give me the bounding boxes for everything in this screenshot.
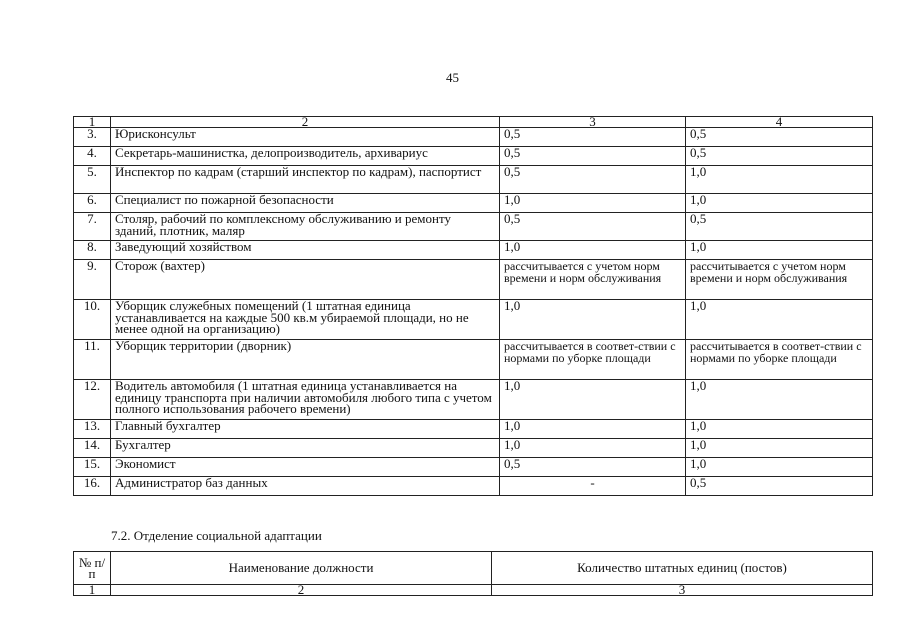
units-col4: 1,0: [686, 420, 873, 439]
row-number: 3.: [74, 128, 111, 147]
row-number: 16.: [74, 477, 111, 496]
table-row: [74, 128, 873, 147]
column-header-position: Наименование должности: [111, 552, 492, 585]
position-name: Экономист: [111, 458, 500, 477]
row-number: 8.: [74, 241, 111, 260]
position-name: Уборщик служебных помещений (1 штатная единица устанавливается на каждые 500 кв.м убираемой площади, но не менее одной на организацию): [111, 300, 500, 340]
column-number: 4: [686, 117, 873, 128]
position-name: Главный бухгалтер: [111, 420, 500, 439]
units-col3: 0,5: [500, 458, 686, 477]
units-col3: 1,0: [500, 439, 686, 458]
table-row: [74, 194, 873, 213]
position-name: Администратор баз данных: [111, 477, 500, 496]
units-col3: -: [500, 477, 686, 496]
position-name: Секретарь-машинистка, делопроизводитель, архивариус: [111, 147, 500, 166]
row-number: 14.: [74, 439, 111, 458]
units-col3: 1,0: [500, 194, 686, 213]
row-number: 6.: [74, 194, 111, 213]
table-header-row: [74, 552, 873, 585]
units-col4: 1,0: [686, 458, 873, 477]
position-name: Столяр, рабочий по комплексному обслуживанию и ремонту зданий, плотник, маляр: [111, 213, 500, 241]
position-name: Бухгалтер: [111, 439, 500, 458]
position-name: Сторож (вахтер): [111, 260, 500, 300]
table-row: [74, 477, 873, 496]
table-row: [74, 439, 873, 458]
position-name: Специалист по пожарной безопасности: [111, 194, 500, 213]
units-col4: рассчитывается в соответ-ствии с нормами по уборке площади: [686, 340, 873, 380]
units-col4: 0,5: [686, 128, 873, 147]
units-col3: рассчитывается в соответ-ствии с нормами по уборке площади: [500, 340, 686, 380]
row-number: 12.: [74, 380, 111, 420]
column-number: 3: [500, 117, 686, 128]
row-number: 9.: [74, 260, 111, 300]
row-number: 10.: [74, 300, 111, 340]
row-number: 7.: [74, 213, 111, 241]
units-col3: 0,5: [500, 147, 686, 166]
units-col3: 1,0: [500, 241, 686, 260]
units-col3: 1,0: [500, 380, 686, 420]
column-number: 2: [111, 117, 500, 128]
table-column-numbers: [74, 585, 873, 596]
table-row: [74, 260, 873, 300]
position-name: Уборщик территории (дворник): [111, 340, 500, 380]
units-col3: 0,5: [500, 128, 686, 147]
column-number: 2: [111, 585, 492, 596]
units-col4: 0,5: [686, 147, 873, 166]
column-number: 1: [74, 117, 111, 128]
column-header-number: № п/п: [74, 552, 111, 585]
social-adaptation-table: [73, 551, 873, 596]
position-name: Заведующий хозяйством: [111, 241, 500, 260]
table-row: [74, 241, 873, 260]
position-name: Инспектор по кадрам (старший инспектор по кадрам), паспортист: [111, 166, 500, 194]
units-col4: 1,0: [686, 166, 873, 194]
table-row: [74, 340, 873, 380]
units-col3: 1,0: [500, 300, 686, 340]
units-col4: 1,0: [686, 380, 873, 420]
units-col3: рассчитывается с учетом норм времени и норм обслуживания: [500, 260, 686, 300]
units-col4: рассчитывается с учетом норм времени и норм обслуживания: [686, 260, 873, 300]
row-number: 13.: [74, 420, 111, 439]
table-row: [74, 166, 873, 194]
units-col3: 0,5: [500, 213, 686, 241]
section-title: 7.2. Отделение социальной адаптации: [111, 528, 322, 543]
units-col4: 1,0: [686, 300, 873, 340]
page-number: 45: [446, 70, 459, 85]
units-col3: 1,0: [500, 420, 686, 439]
column-header-units: Количество штатных единиц (постов): [492, 552, 873, 585]
units-col3: 0,5: [500, 166, 686, 194]
table-row: [74, 300, 873, 340]
row-number: 4.: [74, 147, 111, 166]
column-number: 3: [492, 585, 873, 596]
table-row: [74, 458, 873, 477]
units-col4: 1,0: [686, 194, 873, 213]
staff-table: [73, 116, 873, 496]
row-number: 15.: [74, 458, 111, 477]
units-col4: 0,5: [686, 213, 873, 241]
units-col4: 0,5: [686, 477, 873, 496]
table-row: [74, 147, 873, 166]
position-name: Юрисконсульт: [111, 128, 500, 147]
table-row: [74, 213, 873, 241]
table-row: [74, 380, 873, 420]
row-number: 11.: [74, 340, 111, 380]
row-number: 5.: [74, 166, 111, 194]
units-col4: 1,0: [686, 439, 873, 458]
table-row: [74, 420, 873, 439]
column-number: 1: [74, 585, 111, 596]
units-col4: 1,0: [686, 241, 873, 260]
position-name: Водитель автомобиля (1 штатная единица устанавливается на единицу транспорта при наличии автомобиля любого типа с учетом полного использования рабочего времени): [111, 380, 500, 420]
